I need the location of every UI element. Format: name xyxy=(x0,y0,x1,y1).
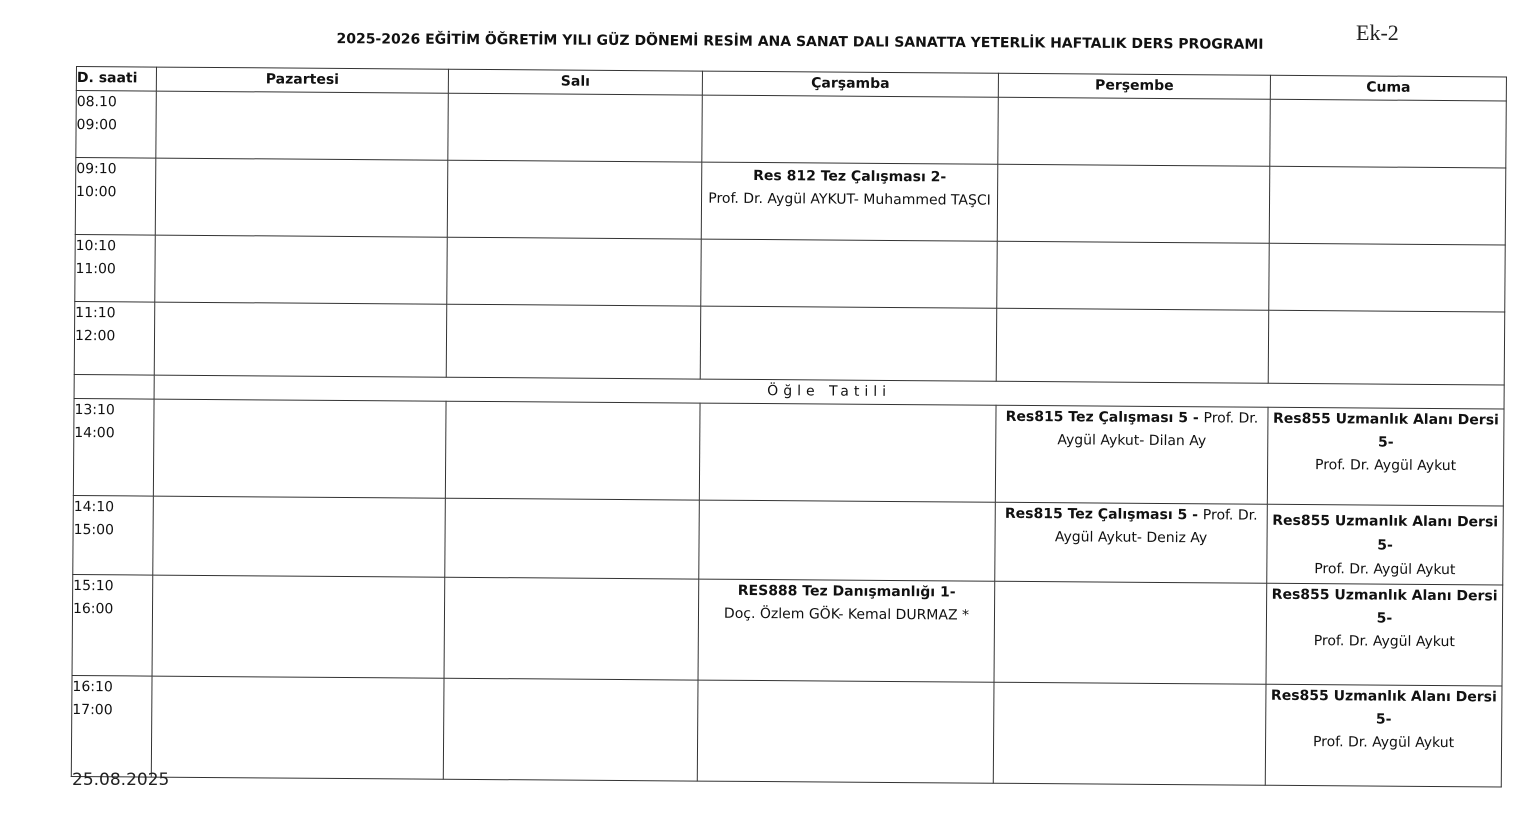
empty-cell xyxy=(699,500,996,581)
slot-end: 10:00 xyxy=(76,184,117,201)
empty-cell xyxy=(1269,243,1505,312)
day-header-monday: Pazartesi xyxy=(156,67,448,93)
empty-cell xyxy=(446,304,701,379)
slot-start: 11:10 xyxy=(75,305,116,322)
course-instructor: Prof. Dr. Aygül Aykut xyxy=(1312,734,1455,752)
empty-cell xyxy=(996,308,1269,383)
empty-cell xyxy=(447,237,701,306)
slot-end: 11:00 xyxy=(75,261,116,278)
empty-cell xyxy=(697,680,994,783)
document-title: 2025-2026 EĞİTİM ÖĞRETİM YILI GÜZ DÖNEMİ RESİM ANA SANAT DALI SANATTA YETERLİK HAFTALIK DERS PROGRAMI xyxy=(336,31,1264,53)
day-header-tuesday: Salı xyxy=(448,69,702,95)
course-cell xyxy=(698,579,995,682)
empty-cell xyxy=(998,97,1270,166)
time-slot xyxy=(73,495,154,575)
course-instructor: Doç. Özlem GÖK- Kemal DURMAZ * xyxy=(723,605,970,624)
slot-start: 15:10 xyxy=(73,577,114,595)
empty-cell xyxy=(154,302,447,377)
course-instructor: Prof. Dr. Aygül Aykut xyxy=(1314,457,1457,475)
schedule-sheet xyxy=(71,66,1507,787)
table-row xyxy=(73,398,1504,505)
slot-end: 09:00 xyxy=(76,117,117,134)
empty-cell xyxy=(699,403,996,502)
annex-label: Ek-2 xyxy=(1356,20,1399,45)
empty-cell xyxy=(994,581,1267,684)
time-slot xyxy=(73,398,154,496)
time-slot xyxy=(71,675,152,777)
table-row xyxy=(76,91,1506,168)
table-row xyxy=(71,675,1502,786)
time-slot xyxy=(76,91,156,159)
course-instructor: Prof. Dr. Aygül Aykut- Dilan Ay xyxy=(1057,410,1259,450)
table-row xyxy=(75,158,1506,245)
course-cell xyxy=(1265,684,1502,787)
course-cell xyxy=(995,502,1268,583)
slot-end: 14:00 xyxy=(74,424,115,442)
lunch-break-label: Öğle Tatili xyxy=(154,375,1504,409)
empty-cell xyxy=(155,158,448,237)
slot-end: 16:00 xyxy=(72,600,114,618)
empty-cell xyxy=(1268,310,1505,385)
empty-cell xyxy=(445,401,700,500)
course-cell xyxy=(995,405,1268,504)
lunch-time-cell xyxy=(74,374,154,399)
course-code: Res 812 Tez Çalışması 2- xyxy=(753,167,947,186)
slot-start: 16:10 xyxy=(72,678,113,696)
course-code: Res855 Uzmanlık Alanı Dersi 5- xyxy=(1270,687,1497,728)
time-slot xyxy=(75,234,155,302)
empty-cell xyxy=(702,95,998,164)
course-code: Res855 Uzmanlık Alanı Dersi 5- xyxy=(1272,512,1499,554)
day-header-friday: Cuma xyxy=(1270,75,1506,101)
empty-cell xyxy=(993,682,1266,785)
course-code: Res815 Tez Çalışması 5 - xyxy=(1005,408,1204,427)
empty-cell xyxy=(997,164,1270,243)
course-code: RES888 Tez Danışmanlığı 1- xyxy=(737,582,956,601)
empty-cell xyxy=(701,239,997,308)
empty-cell xyxy=(445,498,700,579)
empty-cell xyxy=(1269,166,1506,245)
course-instructor: Prof. Dr. Aygül Aykut xyxy=(1314,561,1456,579)
slot-end: 17:00 xyxy=(72,701,113,719)
course-instructor: Prof. Dr. Aygül Aykut xyxy=(1313,633,1455,651)
course-code: Res815 Tez Çalışması 5 - xyxy=(1004,505,1203,524)
slot-start: 09:10 xyxy=(76,161,117,178)
slot-start: 08.10 xyxy=(76,94,117,111)
course-instructor: Prof. Dr. Aygül Aykut- Deniz Ay xyxy=(1054,507,1258,547)
course-instructor: Prof. Dr. Aygül AYKUT- Muhammed TAŞCI xyxy=(708,190,991,209)
table-row xyxy=(75,234,1505,311)
time-slot xyxy=(74,301,155,375)
time-column-header: D. saati xyxy=(76,67,156,92)
empty-cell xyxy=(151,676,444,779)
day-header-wednesday: Çarşamba xyxy=(702,71,998,97)
course-code: Res855 Uzmanlık Alanı Dersi 5- xyxy=(1272,410,1499,451)
table-row xyxy=(72,574,1503,685)
empty-cell xyxy=(153,399,446,498)
slot-start: 14:10 xyxy=(73,498,115,516)
day-header-thursday: Perşembe xyxy=(998,73,1270,99)
empty-cell xyxy=(447,160,702,239)
empty-cell xyxy=(1270,99,1506,168)
empty-cell xyxy=(155,235,447,304)
table-row xyxy=(74,301,1504,384)
table-row xyxy=(73,495,1504,584)
time-slot xyxy=(75,158,156,236)
slot-start: 13:10 xyxy=(74,401,115,419)
document-date: 25.08.2025 xyxy=(72,770,170,790)
weekly-schedule-table xyxy=(71,66,1507,787)
course-cell xyxy=(701,162,998,241)
empty-cell xyxy=(153,496,446,577)
empty-cell xyxy=(448,93,702,162)
slot-end: 12:00 xyxy=(74,328,116,345)
course-cell xyxy=(1267,504,1504,585)
empty-cell xyxy=(997,241,1269,310)
course-cell xyxy=(1267,407,1504,506)
slot-end: 15:00 xyxy=(73,521,115,539)
empty-cell xyxy=(700,306,997,381)
slot-start: 10:10 xyxy=(75,238,117,255)
empty-cell xyxy=(152,575,445,678)
time-slot xyxy=(72,574,153,676)
empty-cell xyxy=(444,577,699,680)
course-code: Res855 Uzmanlık Alanı Dersi 5- xyxy=(1271,586,1498,627)
empty-cell xyxy=(156,91,448,160)
empty-cell xyxy=(443,678,698,781)
course-cell xyxy=(1266,583,1503,686)
